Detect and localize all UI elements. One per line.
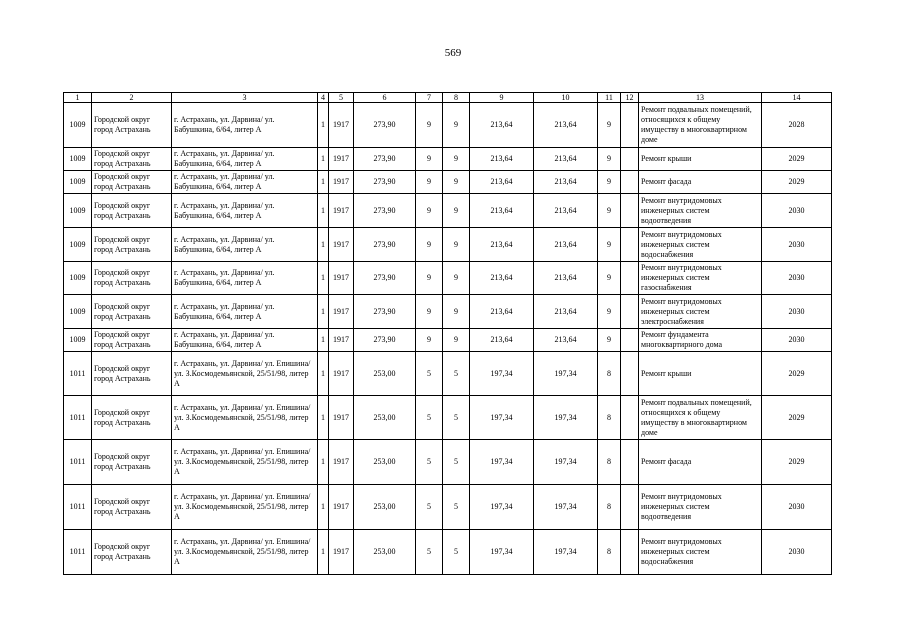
col10-cell: 213,64 (534, 194, 598, 228)
col10-cell: 213,64 (534, 262, 598, 295)
municipality-cell: Городской округ город Астрахань (92, 530, 172, 575)
col11-cell: 8 (598, 530, 621, 575)
area-cell: 253,00 (354, 396, 416, 440)
year-cell: 1917 (329, 329, 354, 352)
col7-cell: 5 (416, 530, 443, 575)
table-row (64, 396, 832, 440)
repair-year-cell: 2029 (762, 171, 832, 194)
column-header: 13 (639, 93, 762, 103)
repair-year-cell: 2030 (762, 194, 832, 228)
repair-year-cell: 2030 (762, 228, 832, 262)
municipality-cell: Городской округ город Астрахань (92, 485, 172, 530)
address-cell: г. Астрахань, ул. Дарвина/ ул. Бабушкина, 6/64, литер А (172, 228, 318, 262)
repair-year-cell: 2030 (762, 295, 832, 329)
col7-cell: 9 (416, 194, 443, 228)
work-type-cell: Ремонт фундамента многоквартирного дома (639, 329, 762, 352)
address-cell: г. Астрахань, ул. Дарвина/ ул. Бабушкина, 6/64, литер А (172, 148, 318, 171)
house-id-cell: 1009 (64, 148, 92, 171)
col8-cell: 9 (443, 171, 470, 194)
col9-cell: 197,34 (470, 352, 534, 396)
work-type-cell: Ремонт фасада (639, 440, 762, 485)
col7-cell: 5 (416, 352, 443, 396)
col8-cell: 5 (443, 352, 470, 396)
repair-year-cell: 2030 (762, 329, 832, 352)
house-id-cell: 1011 (64, 485, 92, 530)
work-type-cell: Ремонт крыши (639, 352, 762, 396)
col12-cell (621, 194, 639, 228)
year-cell: 1917 (329, 148, 354, 171)
address-cell: г. Астрахань, ул. Дарвина/ ул. Бабушкина, 6/64, литер А (172, 103, 318, 148)
repair-year-cell: 2029 (762, 148, 832, 171)
col12-cell (621, 228, 639, 262)
area-cell: 273,90 (354, 228, 416, 262)
address-cell: г. Астрахань, ул. Дарвина/ ул. Бабушкина, 6/64, литер А (172, 262, 318, 295)
table-row (64, 103, 832, 148)
col4-cell: 1 (318, 485, 329, 530)
col11-cell: 9 (598, 329, 621, 352)
column-header: 2 (92, 93, 172, 103)
municipality-cell: Городской округ город Астрахань (92, 194, 172, 228)
col7-cell: 9 (416, 171, 443, 194)
col4-cell: 1 (318, 396, 329, 440)
work-type-cell: Ремонт внутридомовых инженерных систем водоснабжения (639, 530, 762, 575)
col8-cell: 5 (443, 530, 470, 575)
col10-cell: 213,64 (534, 295, 598, 329)
repair-year-cell: 2030 (762, 262, 832, 295)
table-row (64, 194, 832, 228)
col9-cell: 213,64 (470, 103, 534, 148)
area-cell: 253,00 (354, 530, 416, 575)
area-cell: 273,90 (354, 262, 416, 295)
repair-year-cell: 2029 (762, 396, 832, 440)
work-type-cell: Ремонт внутридомовых инженерных систем водоотведения (639, 485, 762, 530)
col7-cell: 9 (416, 228, 443, 262)
address-cell: г. Астрахань, ул. Дарвина/ ул. Епишина/ ул. З.Космодемьянской, 25/51/98, литер А (172, 485, 318, 530)
year-cell: 1917 (329, 262, 354, 295)
col12-cell (621, 329, 639, 352)
house-id-cell: 1009 (64, 194, 92, 228)
house-id-cell: 1011 (64, 530, 92, 575)
col10-cell: 213,64 (534, 103, 598, 148)
area-cell: 253,00 (354, 440, 416, 485)
column-header: 3 (172, 93, 318, 103)
col9-cell: 213,64 (470, 171, 534, 194)
municipality-cell: Городской округ город Астрахань (92, 262, 172, 295)
col8-cell: 9 (443, 103, 470, 148)
col10-cell: 197,34 (534, 530, 598, 575)
house-id-cell: 1009 (64, 329, 92, 352)
area-cell: 273,90 (354, 295, 416, 329)
house-id-cell: 1009 (64, 262, 92, 295)
col12-cell (621, 148, 639, 171)
col4-cell: 1 (318, 148, 329, 171)
col10-cell: 197,34 (534, 485, 598, 530)
work-type-cell: Ремонт внутридомовых инженерных систем газоснабжения (639, 262, 762, 295)
col10-cell: 213,64 (534, 148, 598, 171)
house-id-cell: 1009 (64, 295, 92, 329)
col10-cell: 197,34 (534, 352, 598, 396)
area-cell: 253,00 (354, 485, 416, 530)
table-row (64, 171, 832, 194)
area-cell: 273,90 (354, 194, 416, 228)
area-cell: 273,90 (354, 171, 416, 194)
municipality-cell: Городской округ город Астрахань (92, 352, 172, 396)
table-body (64, 93, 832, 575)
col7-cell: 9 (416, 329, 443, 352)
column-header: 1 (64, 93, 92, 103)
col10-cell: 197,34 (534, 396, 598, 440)
col12-cell (621, 262, 639, 295)
house-id-cell: 1011 (64, 396, 92, 440)
house-id-cell: 1009 (64, 228, 92, 262)
year-cell: 1917 (329, 396, 354, 440)
col10-cell: 213,64 (534, 171, 598, 194)
col4-cell: 1 (318, 171, 329, 194)
year-cell: 1917 (329, 352, 354, 396)
col7-cell: 5 (416, 396, 443, 440)
col4-cell: 1 (318, 103, 329, 148)
municipality-cell: Городской округ город Астрахань (92, 103, 172, 148)
municipality-cell: Городской округ город Астрахань (92, 396, 172, 440)
capital-repair-table (63, 92, 832, 575)
col11-cell: 9 (598, 171, 621, 194)
col9-cell: 213,64 (470, 295, 534, 329)
column-header: 11 (598, 93, 621, 103)
municipality-cell: Городской округ город Астрахань (92, 440, 172, 485)
house-id-cell: 1011 (64, 440, 92, 485)
col12-cell (621, 171, 639, 194)
col11-cell: 9 (598, 148, 621, 171)
address-cell: г. Астрахань, ул. Дарвина/ ул. Епишина/ ул. З.Космодемьянской, 25/51/98, литер А (172, 530, 318, 575)
table-row (64, 262, 832, 295)
col10-cell: 213,64 (534, 228, 598, 262)
col7-cell: 5 (416, 485, 443, 530)
col9-cell: 197,34 (470, 440, 534, 485)
col12-cell (621, 396, 639, 440)
column-header: 12 (621, 93, 639, 103)
col11-cell: 8 (598, 485, 621, 530)
column-header: 8 (443, 93, 470, 103)
col7-cell: 9 (416, 295, 443, 329)
col11-cell: 9 (598, 103, 621, 148)
column-header: 7 (416, 93, 443, 103)
area-cell: 273,90 (354, 103, 416, 148)
col11-cell: 9 (598, 262, 621, 295)
repair-year-cell: 2029 (762, 352, 832, 396)
col8-cell: 9 (443, 148, 470, 171)
house-id-cell: 1009 (64, 103, 92, 148)
col8-cell: 9 (443, 329, 470, 352)
table-row (64, 329, 832, 352)
municipality-cell: Городской округ город Астрахань (92, 329, 172, 352)
address-cell: г. Астрахань, ул. Дарвина/ ул. Бабушкина, 6/64, литер А (172, 171, 318, 194)
address-cell: г. Астрахань, ул. Дарвина/ ул. Бабушкина, 6/64, литер А (172, 194, 318, 228)
municipality-cell: Городской округ город Астрахань (92, 295, 172, 329)
col12-cell (621, 103, 639, 148)
work-type-cell: Ремонт фасада (639, 171, 762, 194)
column-header: 9 (470, 93, 534, 103)
municipality-cell: Городской округ город Астрахань (92, 171, 172, 194)
table-row (64, 295, 832, 329)
col4-cell: 1 (318, 530, 329, 575)
area-cell: 273,90 (354, 148, 416, 171)
work-type-cell: Ремонт подвальных помещений, относящихся к общему имуществу в многоквартирном доме (639, 396, 762, 440)
area-cell: 253,00 (354, 352, 416, 396)
year-cell: 1917 (329, 171, 354, 194)
col12-cell (621, 485, 639, 530)
table-row (64, 148, 832, 171)
work-type-cell: Ремонт подвальных помещений, относящихся к общему имуществу в многоквартирном доме (639, 103, 762, 148)
col8-cell: 5 (443, 396, 470, 440)
year-cell: 1917 (329, 485, 354, 530)
col9-cell: 197,34 (470, 530, 534, 575)
col4-cell: 1 (318, 194, 329, 228)
col4-cell: 1 (318, 228, 329, 262)
table-row (64, 530, 832, 575)
repair-year-cell: 2028 (762, 103, 832, 148)
year-cell: 1917 (329, 228, 354, 262)
col9-cell: 213,64 (470, 148, 534, 171)
address-cell: г. Астрахань, ул. Дарвина/ ул. Епишина/ ул. З.Космодемьянской, 25/51/98, литер А (172, 352, 318, 396)
address-cell: г. Астрахань, ул. Дарвина/ ул. Епишина/ ул. З.Космодемьянской, 25/51/98, литер А (172, 396, 318, 440)
year-cell: 1917 (329, 530, 354, 575)
repair-year-cell: 2029 (762, 440, 832, 485)
table-row (64, 228, 832, 262)
col9-cell: 213,64 (470, 228, 534, 262)
address-cell: г. Астрахань, ул. Дарвина/ ул. Бабушкина, 6/64, литер А (172, 329, 318, 352)
col9-cell: 197,34 (470, 485, 534, 530)
col10-cell: 213,64 (534, 329, 598, 352)
col11-cell: 8 (598, 352, 621, 396)
page-number: 569 (444, 47, 462, 59)
house-id-cell: 1011 (64, 352, 92, 396)
col11-cell: 8 (598, 440, 621, 485)
year-cell: 1917 (329, 103, 354, 148)
col11-cell: 8 (598, 396, 621, 440)
col12-cell (621, 295, 639, 329)
work-type-cell: Ремонт внутридомовых инженерных систем водоотведения (639, 194, 762, 228)
header-row (64, 93, 832, 103)
col4-cell: 1 (318, 352, 329, 396)
repair-year-cell: 2030 (762, 485, 832, 530)
col4-cell: 1 (318, 329, 329, 352)
col9-cell: 197,34 (470, 396, 534, 440)
col8-cell: 5 (443, 485, 470, 530)
area-cell: 273,90 (354, 329, 416, 352)
year-cell: 1917 (329, 440, 354, 485)
col4-cell: 1 (318, 262, 329, 295)
address-cell: г. Астрахань, ул. Дарвина/ ул. Бабушкина, 6/64, литер А (172, 295, 318, 329)
col7-cell: 9 (416, 262, 443, 295)
col7-cell: 5 (416, 440, 443, 485)
work-type-cell: Ремонт внутридомовых инженерных систем водоснабжения (639, 228, 762, 262)
col8-cell: 9 (443, 194, 470, 228)
column-header: 10 (534, 93, 598, 103)
col7-cell: 9 (416, 148, 443, 171)
col12-cell (621, 352, 639, 396)
col9-cell: 213,64 (470, 329, 534, 352)
col8-cell: 9 (443, 295, 470, 329)
col12-cell (621, 530, 639, 575)
repair-year-cell: 2030 (762, 530, 832, 575)
work-type-cell: Ремонт крыши (639, 148, 762, 171)
col11-cell: 9 (598, 228, 621, 262)
column-header: 4 (318, 93, 329, 103)
col9-cell: 213,64 (470, 194, 534, 228)
col8-cell: 5 (443, 440, 470, 485)
table-row (64, 352, 832, 396)
address-cell: г. Астрахань, ул. Дарвина/ ул. Епишина/ ул. З.Космодемьянской, 25/51/98, литер А (172, 440, 318, 485)
col7-cell: 9 (416, 103, 443, 148)
municipality-cell: Городской округ город Астрахань (92, 148, 172, 171)
col9-cell: 213,64 (470, 262, 534, 295)
col11-cell: 9 (598, 295, 621, 329)
work-type-cell: Ремонт внутридомовых инженерных систем электроснабжения (639, 295, 762, 329)
column-header: 6 (354, 93, 416, 103)
col8-cell: 9 (443, 228, 470, 262)
table-row (64, 440, 832, 485)
col4-cell: 1 (318, 440, 329, 485)
col11-cell: 9 (598, 194, 621, 228)
col8-cell: 9 (443, 262, 470, 295)
col4-cell: 1 (318, 295, 329, 329)
col10-cell: 197,34 (534, 440, 598, 485)
column-header: 14 (762, 93, 832, 103)
column-header: 5 (329, 93, 354, 103)
year-cell: 1917 (329, 194, 354, 228)
table-row (64, 485, 832, 530)
house-id-cell: 1009 (64, 171, 92, 194)
col12-cell (621, 440, 639, 485)
municipality-cell: Городской округ город Астрахань (92, 228, 172, 262)
year-cell: 1917 (329, 295, 354, 329)
